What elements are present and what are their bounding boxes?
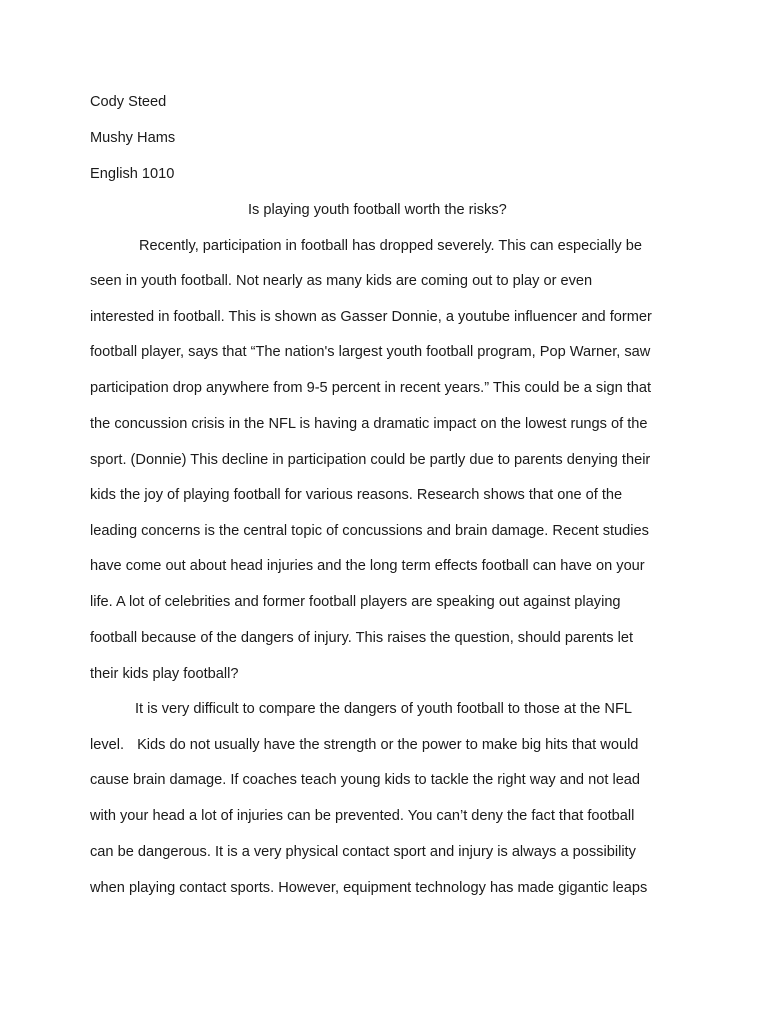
paragraph-line xyxy=(90,736,638,754)
paragraph-line: their kids play football? xyxy=(90,666,239,682)
paragraph-line: have come out about head injuries and the long term effects football can have on your xyxy=(90,558,645,574)
course-name: English 1010 xyxy=(90,166,175,182)
paragraph-line: when playing contact sports. However, equipment technology has made gigantic leaps xyxy=(90,880,648,896)
essay-title: Is playing youth football worth the risks? xyxy=(248,202,507,218)
paragraph-line: sport. (Donnie) This decline in participation could be partly due to parents denying their xyxy=(90,452,651,468)
instructor-name: Mushy Hams xyxy=(90,130,176,146)
author-name: Cody Steed xyxy=(90,94,167,110)
paragraph-line: the concussion crisis in the NFL is having a dramatic impact on the lowest rungs of the xyxy=(90,416,648,432)
paragraph-line: It is very difficult to compare the dangers of youth football to those at the NFL xyxy=(135,701,632,717)
paragraph-line: cause brain damage. If coaches teach young kids to tackle the right way and not lead xyxy=(90,772,641,788)
paragraph-line: leading concerns is the central topic of concussions and brain damage. Recent studies xyxy=(90,523,649,539)
paragraph-line: can be dangerous. It is a very physical contact sport and injury is always a possibility xyxy=(90,844,636,860)
paragraph-line: with your head a lot of injuries can be prevented. You can’t deny the fact that football xyxy=(90,808,635,824)
paragraph-fragment: Kids do not usually have the strength or the power to make big hits that would xyxy=(137,737,639,753)
paragraph-fragment: level. xyxy=(90,737,125,753)
paragraph-line: life. A lot of celebrities and former football players are speaking out against playing xyxy=(90,594,621,610)
paragraph-line: football because of the dangers of injury. This raises the question, should parents let xyxy=(90,630,634,646)
paragraph-line: seen in youth football. Not nearly as many kids are coming out to play or even xyxy=(90,273,593,289)
paragraph-line: interested in football. This is shown as Gasser Donnie, a youtube influencer and former xyxy=(90,309,652,325)
paragraph-line: football player, says that “The nation's largest youth football program, Pop Warner, saw xyxy=(90,344,651,360)
paragraph-line: participation drop anywhere from 9-5 percent in recent years.” This could be a sign that xyxy=(90,380,652,396)
paragraph-line: Recently, participation in football has dropped severely. This can especially be xyxy=(139,238,642,254)
paragraph-line: kids the joy of playing football for various reasons. Research shows that one of the xyxy=(90,487,623,503)
